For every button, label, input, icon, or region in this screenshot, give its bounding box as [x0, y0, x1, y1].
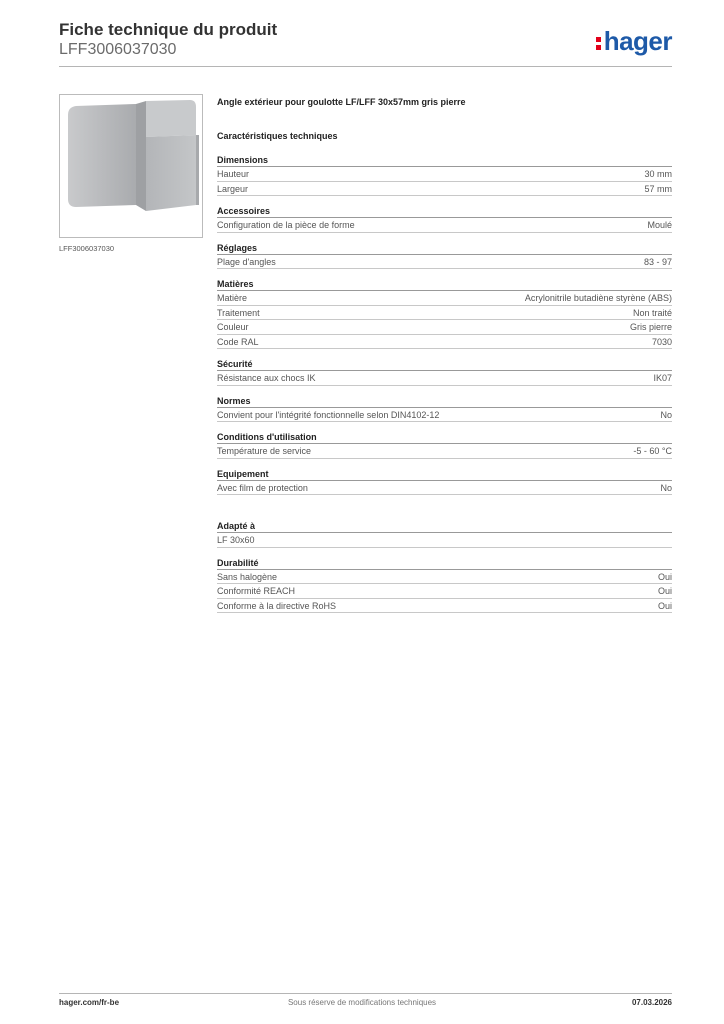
section-accessoires: [217, 206, 672, 233]
spec-value: Moulé: [647, 220, 672, 230]
section-title: Normes: [217, 396, 672, 408]
footer-divider: [59, 993, 672, 994]
section-conditions: [217, 432, 672, 459]
spec-label: Convient pour l'intégrité fonctionnelle selon DIN4102-12: [217, 409, 440, 420]
spec-label: Sans halogène: [217, 571, 278, 582]
spec-row: [217, 306, 672, 321]
section-equipement: [217, 469, 672, 496]
spec-label: Hauteur: [217, 169, 250, 179]
section-securite: [217, 359, 672, 386]
hager-logo: [595, 26, 672, 56]
header-divider: [59, 66, 672, 67]
spec-row: [217, 291, 672, 306]
section-reglages: [217, 243, 672, 270]
section-title: Equipement: [217, 469, 672, 481]
section-title: Accessoires: [217, 206, 672, 218]
spec-value: Oui: [657, 586, 672, 596]
spec-row: [217, 335, 672, 350]
document-title: Fiche technique du produit: [59, 20, 278, 39]
spec-label: Largeur: [217, 183, 249, 194]
spec-value: 83 - 97: [643, 256, 672, 267]
spec-row: [217, 444, 672, 459]
section-title: Matières: [217, 279, 672, 291]
spec-label: LF 30x60: [217, 535, 255, 545]
spec-label: Matière: [217, 293, 248, 303]
spec-row: [217, 218, 672, 233]
spec-row: [217, 570, 672, 585]
spec-row: [217, 599, 672, 614]
product-title: Angle extérieur pour goulotte LF/LFF 30x57mm gris pierre: [217, 97, 466, 107]
spec-value: Gris pierre: [629, 322, 672, 332]
section-title: Durabilité: [217, 558, 672, 570]
spec-label: Code RAL: [217, 336, 259, 347]
section-matieres: [217, 279, 672, 349]
spec-label: Couleur: [217, 322, 249, 332]
spec-row: [217, 167, 672, 182]
product-angle-icon: [60, 95, 202, 237]
section-title: Adapté à: [217, 521, 672, 533]
section-title: Conditions d'utilisation: [217, 432, 672, 444]
spec-label: Conformité REACH: [217, 586, 296, 596]
spec-row: [217, 255, 672, 270]
section-adapte: [217, 521, 672, 548]
footer-date: 07.03.2026: [631, 998, 672, 1007]
spec-value: 30 mm: [644, 169, 672, 179]
spec-row: [217, 408, 672, 423]
image-caption: LFF3006037030: [59, 244, 115, 253]
section-title: Dimensions: [217, 155, 672, 167]
footer-website-link[interactable]: hager.com/fr-be: [59, 998, 120, 1007]
spec-label: Conforme à la directive RoHS: [217, 600, 337, 611]
spec-value: Oui: [657, 571, 672, 582]
spec-row: [217, 320, 672, 335]
spec-value: IK07: [653, 373, 672, 383]
product-image: [59, 94, 203, 238]
section-title: Réglages: [217, 243, 672, 255]
document-header: [59, 20, 277, 60]
product-reference: LFF3006037030: [59, 41, 177, 58]
spec-label: Traitement: [217, 307, 260, 318]
spec-row: [217, 481, 672, 496]
spec-label: Température de service: [217, 446, 312, 456]
spec-row: [217, 584, 672, 599]
spec-row: [217, 371, 672, 386]
spec-value: No: [660, 409, 672, 420]
spec-label: Avec film de protection: [217, 482, 308, 493]
section-durabilite: [217, 558, 672, 614]
section-dimensions: [217, 155, 672, 196]
spec-value: Oui: [657, 600, 672, 611]
spec-row: [217, 182, 672, 197]
spec-content: [217, 96, 672, 613]
spec-value: 7030: [651, 336, 672, 347]
tech-characteristics-title: Caractéristiques techniques: [217, 131, 338, 141]
spec-label: Plage d'angles: [217, 256, 276, 267]
spec-row: [217, 533, 672, 548]
section-normes: [217, 396, 672, 423]
spec-value: No: [660, 482, 672, 493]
spec-value: Non traité: [632, 307, 672, 318]
footer-disclaimer: Sous réserve de modifications techniques: [287, 998, 437, 1007]
spec-value: 57 mm: [644, 183, 672, 194]
logo-text: hager: [603, 26, 672, 56]
spec-label: Résistance aux chocs IK: [217, 373, 316, 383]
spec-label: Configuration de la pièce de forme: [217, 220, 355, 230]
spec-value: -5 - 60 °C: [633, 446, 672, 456]
section-title: Sécurité: [217, 359, 672, 371]
spec-value: Acrylonitrile butadiène styrène (ABS): [524, 293, 672, 303]
logo-dots-icon: [595, 33, 603, 53]
